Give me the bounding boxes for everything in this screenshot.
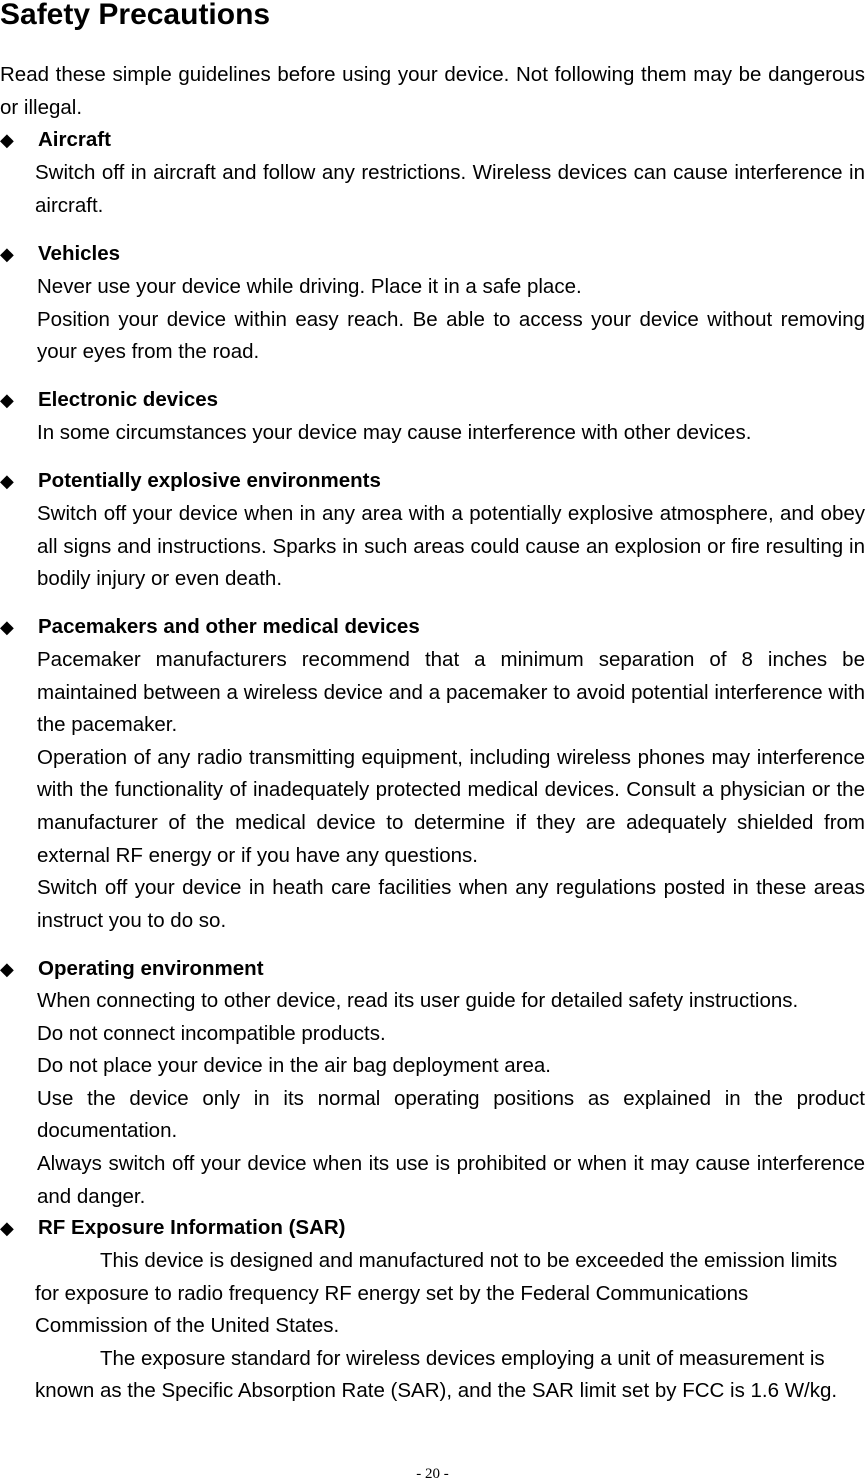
section-body-electronic-devices <box>37 417 865 450</box>
section-heading-rf-exposure <box>0 1215 346 1241</box>
diamond-bullet-icon: ◆ <box>0 390 14 410</box>
section-paragraph: Never use your device while driving. Place it in a safe place. <box>37 275 582 298</box>
section-heading-operating-environment <box>0 956 264 982</box>
section-paragraph: When connecting to other device, read its user guide for detailed safety instructions. <box>37 989 799 1012</box>
diamond-bullet-icon: ◆ <box>0 471 14 491</box>
section-heading-label: Electronic devices <box>38 388 219 411</box>
section-body-operating-environment <box>37 985 865 1213</box>
section-heading-label: Operating environment <box>38 957 264 980</box>
diamond-bullet-icon: ◆ <box>0 617 14 637</box>
section-heading-explosive-environments <box>0 468 381 494</box>
diamond-bullet-icon: ◆ <box>0 959 14 979</box>
section-paragraph: Operation of any radio transmitting equipment, including wireless phones may interference with the functionality of inadequately protected medical devices. Consult a physician or the manufacturer of the medical device to determine if they are adequately shielded from external RF energy or if you have any questions. <box>37 745 865 867</box>
section-paragraph: Do not connect incompatible products. <box>37 1021 386 1045</box>
section-paragraph: Switch off your device in heath care facilities when any regulations posted in these areas instruct you to do so. <box>37 876 865 932</box>
section-paragraph: Use the device only in its normal operating positions as explained in the product documentation. <box>37 1086 865 1143</box>
diamond-bullet-icon: ◆ <box>0 244 14 264</box>
section-paragraph: Do not place your device in the air bag deployment area. <box>37 1054 551 1078</box>
section-body-pacemakers <box>37 644 865 937</box>
section-heading-label: Vehicles <box>38 242 121 265</box>
intro-paragraph: Read these simple guidelines before using your device. Not following them may be dangerous or illegal. <box>0 63 865 119</box>
section-paragraph: This device is designed and manufactured not to be exceeded the emission limits for exposure to radio frequency RF energy set by the Federal Communications Commission of the United States. <box>35 1249 838 1338</box>
page-number: - 20 - <box>416 1466 449 1482</box>
diamond-bullet-icon: ◆ <box>0 130 14 150</box>
section-heading-aircraft <box>0 127 111 153</box>
section-body-explosive-environments <box>37 498 865 596</box>
section-paragraph: Always switch off your device when its use is prohibited or when it may cause interference and danger. <box>37 1151 865 1208</box>
section-heading-label: Aircraft <box>38 128 111 151</box>
section-heading-label: Potentially explosive environments <box>38 469 381 492</box>
section-paragraph: In some circumstances your device may cause interference with other devices. <box>37 421 752 444</box>
section-paragraph: Position your device within easy reach. Be able to access your device without removing your eyes from the road. <box>37 307 865 364</box>
page-title: Safety Precautions <box>0 0 271 31</box>
section-body-rf-exposure <box>35 1245 850 1408</box>
section-heading-pacemakers <box>0 614 420 640</box>
section-paragraph: Pacemaker manufacturers recommend that a minimum separation of 8 inches be maintained between a wireless device and a pacemaker to avoid potential interference with the pacemaker. <box>37 648 865 737</box>
section-paragraph: The exposure standard for wireless devices employing a unit of measurement is known as the Specific Absorption Rate (SAR), and the SAR limit set by FCC is 1.6 W/kg. <box>35 1346 838 1403</box>
section-paragraph: Switch off in aircraft and follow any restrictions. Wireless devices can cause interference in aircraft. <box>35 161 865 217</box>
section-heading-electronic-devices <box>0 387 218 413</box>
section-heading-label: Pacemakers and other medical devices <box>38 615 420 638</box>
section-paragraph: Switch off your device when in any area with a potentially explosive atmosphere, and obey all signs and instructions. Sparks in such areas could cause an explosion or fire resulting in bodily injury or even death. <box>37 502 865 591</box>
section-heading-vehicles <box>0 241 120 267</box>
section-heading-label: RF Exposure Information (SAR) <box>38 1216 346 1239</box>
section-body-aircraft <box>35 157 865 222</box>
diamond-bullet-icon: ◆ <box>0 1218 14 1238</box>
section-body-vehicles <box>37 271 865 369</box>
